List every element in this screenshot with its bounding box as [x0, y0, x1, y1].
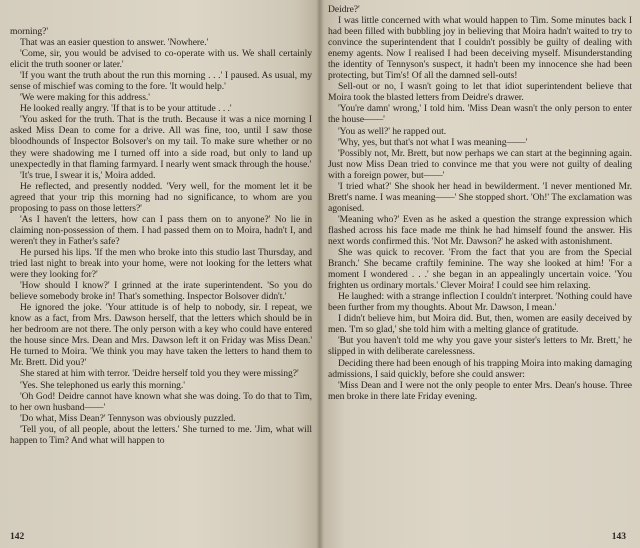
- paragraph: 'If you want the truth about the run this morning . . .' I paused. As usual, my sense of mischief was coming to the fore. 'It would help.': [10, 70, 312, 93]
- paragraph: He looked really angry. 'If that is to be your attitude . . .': [20, 103, 232, 115]
- paragraph: 'You as well?' he rapped out.: [338, 125, 447, 137]
- paragraph: 'Do what, Miss Dean?' Tennyson was obviously puzzled.: [20, 412, 236, 424]
- paragraph: He pursed his lips. 'If the men who broke into this studio last Thursday, and tried last night to break into your home, were not looking for the letters what were they looking for?': [10, 246, 312, 281]
- paragraph: 'Meaning who?' Even as he asked a question the strange expression which flashed across his face made me think he had himself found the answer. His next words confirmed this. 'Not Mr. Dawson?' he asked with astonishment.: [328, 213, 632, 247]
- paragraph: She stared at him with terror. 'Deidre herself told you they were missing?': [20, 368, 299, 380]
- paragraph: He reflected, and presently nodded. 'Very well, for the moment let it be agreed that your trip this morning had no significance, to whom are you proposing to pass on those letters?': [10, 180, 312, 214]
- paragraph: Sell-out or no, I wasn't going to let that idiot superintendent believe that Moira took the blasted letters from Deidre's drawer.: [328, 81, 632, 104]
- paragraph: 'As I haven't the letters, how can I pass them on to anyone?' No lie in claiming non-possession of them. I had passed them on to Moira, hadn't I, and weren't they in Father's safe?: [10, 213, 312, 247]
- paragraph: 'Come, sir, you would be advised to co-operate with us. We shall certainly elicit the truth sooner or later.': [10, 48, 312, 71]
- paragraph: I was little concerned with what would happen to Tim. Some minutes back I had been filled with bubbling joy in believing that Moira hadn't waited to try to convince the superintendent that I couldn't possibly be guilty of dealing with enemy agents. Now I realised I had been deceiving myself. Misunderstanding the identity of Tennyson's suspect, it hadn't been my innocence she had been protecting, but Tim's! Of all the damned sell-outs!: [328, 15, 632, 82]
- paragraph: That was an easier question to answer. 'Nowhere.': [20, 37, 209, 49]
- book-gutter: [316, 0, 324, 548]
- paragraph: Deciding there had been enough of his trapping Moira into making damaging admissions, I said quickly, before she could answer:: [328, 357, 632, 380]
- paragraph: She was quick to recover. 'From the fact that you are from the Special Branch.' She became craftily feminine. The way she looked at him! 'For a moment I wondered . . .' she began in an appealingly uncertain voice. 'You frighten us ordinary mortals.' Clever Moira! I could see him relaxing.: [328, 247, 632, 292]
- paragraph: morning?': [10, 26, 49, 37]
- paragraph: Deidre?': [328, 4, 360, 15]
- paragraph: 'But you haven't told me why you gave your sister's letters to Mr. Brett,' he slipped in with deliberate carelessness.: [328, 335, 632, 358]
- left-page-text: [10, 26, 312, 446]
- page-number-left: 142: [10, 532, 25, 542]
- page-number-right: 143: [611, 532, 626, 542]
- paragraph: 'We were making for this address.': [20, 92, 150, 104]
- paragraph: 'It's true, I swear it is,' Moira added.: [20, 169, 156, 181]
- paragraph: 'Tell you, of all people, about the letters.' She turned to me. 'Jim, what will happen to Tim? And what will happen to: [10, 423, 312, 446]
- paragraph: 'Yes. She telephoned us early this morning.': [20, 379, 185, 391]
- paragraph: He ignored the joke. 'Your attitude is of help to nobody, sir. I repeat, we know as a fact, from Mrs. Dawson herself, that the letters which should be in her bedroom are not there. The only person with a key who could have entered the house since Mrs. Dean and Mrs. Dawson left it on Friday was Miss Dean.' He turned to Moira. 'We think you may have taken the letters to hand them to Mr. Brett. Did you?': [10, 302, 312, 369]
- right-page: [320, 0, 640, 548]
- right-page-text: [328, 4, 632, 402]
- paragraph: 'You're damn' wrong,' I told him. 'Miss Dean wasn't the only person to enter the house——': [328, 103, 632, 126]
- paragraph: 'Miss Dean and I were not the only people to enter Mrs. Dean's house. Three men broke in there late Friday evening.: [328, 379, 632, 402]
- paragraph: 'Possibly not, Mr. Brett, but now perhaps we can start at the beginning again. Just now Miss Dean tried to convince me that you were not guilty of dealing with a foreign power, but——': [328, 147, 632, 181]
- paragraph: 'How should I know?' I grinned at the irate superintendent. 'So you do believe somebody broke in! That's something. Inspector Bolsover didn't.': [10, 280, 312, 303]
- paragraph: He laughed: with a strange inflection I couldn't interpret. 'Nothing could have been further from my thoughts. About Mr. Dawson, I mean.': [328, 291, 632, 314]
- paragraph: 'Oh God! Deidre cannot have known what she was doing. To do that to Tim, to her own husband——': [10, 390, 312, 413]
- paragraph: 'I tried what?' She shook her head in bewilderment. 'I never mentioned Mr. Brett's name. I was meaning——' She stopped short. 'Oh!' The exclamation was agonised.: [328, 180, 632, 214]
- paragraph: 'Why, yes, but that's not what I was meaning——': [338, 136, 528, 148]
- paragraph: 'You asked for the truth. That is the truth. Because it was a nice morning I asked Miss Dean to come for a drive. All was fine, too, until I saw those bloodhounds of Inspector Bolsover's on my tail. To make sure whether or no they were shadowing me I turned off into a side road, but only to land up unexpectedly in that flaming farmyard. I nearly went smack through the house.': [10, 114, 312, 170]
- paragraph: I didn't believe him, but Moira did. But, then, women are easily deceived by men. 'I'm so glad,' she told him with a melting glance of gratitude.: [328, 313, 632, 336]
